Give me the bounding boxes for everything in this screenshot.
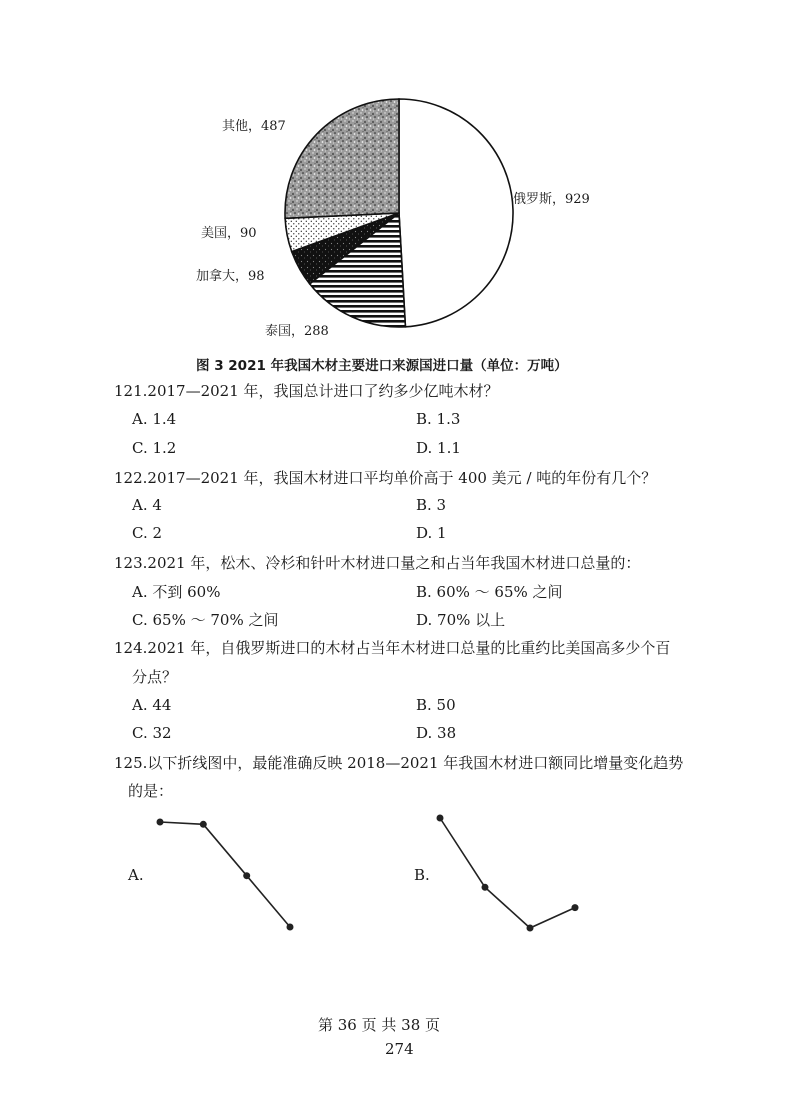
q122-option-a: A. 4 [132,496,162,514]
question-125-continued: 的是： [128,782,174,800]
q123-option-a: A. 不到 60% [132,583,221,601]
question-124: 124.2021 年，自俄罗斯进口的木材占当年木材进口总量的比重约比美国高多少个百 [114,639,671,657]
q122-option-d: D. 1 [416,524,447,542]
figure-caption: 图 3 2021 年我国木材主要进口来源国进口量（单位：万吨） [196,358,568,374]
question-123: 123.2021 年，松木、冷杉和针叶木材进口量之和占当年我国木材进口总量的： [114,554,641,572]
line-a-point-3 [287,924,294,931]
line-b-point-2 [527,925,534,932]
q124-option-d: D. 38 [416,724,457,742]
line-b-point-3 [572,904,579,911]
pie-label-usa: 美国，90 [201,226,257,241]
q123-option-d: D. 70% 以上 [416,611,506,629]
q121-option-d: D. 1.1 [416,439,461,457]
q122-option-b: B. 3 [416,496,447,514]
q125-option-b-line-chart [430,808,585,938]
question-125: 125.以下折线图中，最能准确反映 2018—2021 年我国木材进口额同比增量变化趋势 [114,754,684,772]
q123-option-c: C. 65% ～ 70% 之间 [132,611,279,629]
line-b-polyline [440,818,575,928]
pie-slice-0 [399,99,513,327]
question-122: 122.2017—2021 年，我国木材进口平均单价高于 400 美元 / 吨的年份有几个？ [114,469,657,487]
line-b-point-0 [437,815,444,822]
line-a-point-2 [243,872,250,879]
pie-label-thailand: 泰国，288 [265,324,329,339]
page-indicator: 第 36 页 共 38 页 [318,1016,441,1034]
line-a-point-1 [200,821,207,828]
question-121: 121.2017—2021 年，我国总计进口了约多少亿吨木材？ [114,382,499,400]
line-b-point-1 [482,884,489,891]
pie-label-russia: 俄罗斯，929 [513,192,590,207]
pie-label-canada: 加拿大，98 [196,269,265,284]
q124-option-c: C. 32 [132,724,172,742]
q122-option-c: C. 2 [132,524,163,542]
q124-option-b: B. 50 [416,696,456,714]
q125-option-a-line-chart [150,812,300,937]
question-124-continued: 分点？ [132,668,178,686]
q121-option-c: C. 1.2 [132,439,177,457]
line-a-polyline [160,822,290,927]
page-number: 274 [385,1040,414,1058]
pie-slice-4 [285,99,399,218]
q125-option-b-label: B. [414,866,430,884]
q123-option-b: B. 60% ～ 65% 之间 [416,583,563,601]
pie-label-other: 其他，487 [222,119,286,134]
line-a-point-0 [157,819,164,826]
q121-option-a: A. 1.4 [132,410,177,428]
q125-option-a-label: A. [128,866,144,884]
q124-option-a: A. 44 [132,696,172,714]
q121-option-b: B. 1.3 [416,410,461,428]
